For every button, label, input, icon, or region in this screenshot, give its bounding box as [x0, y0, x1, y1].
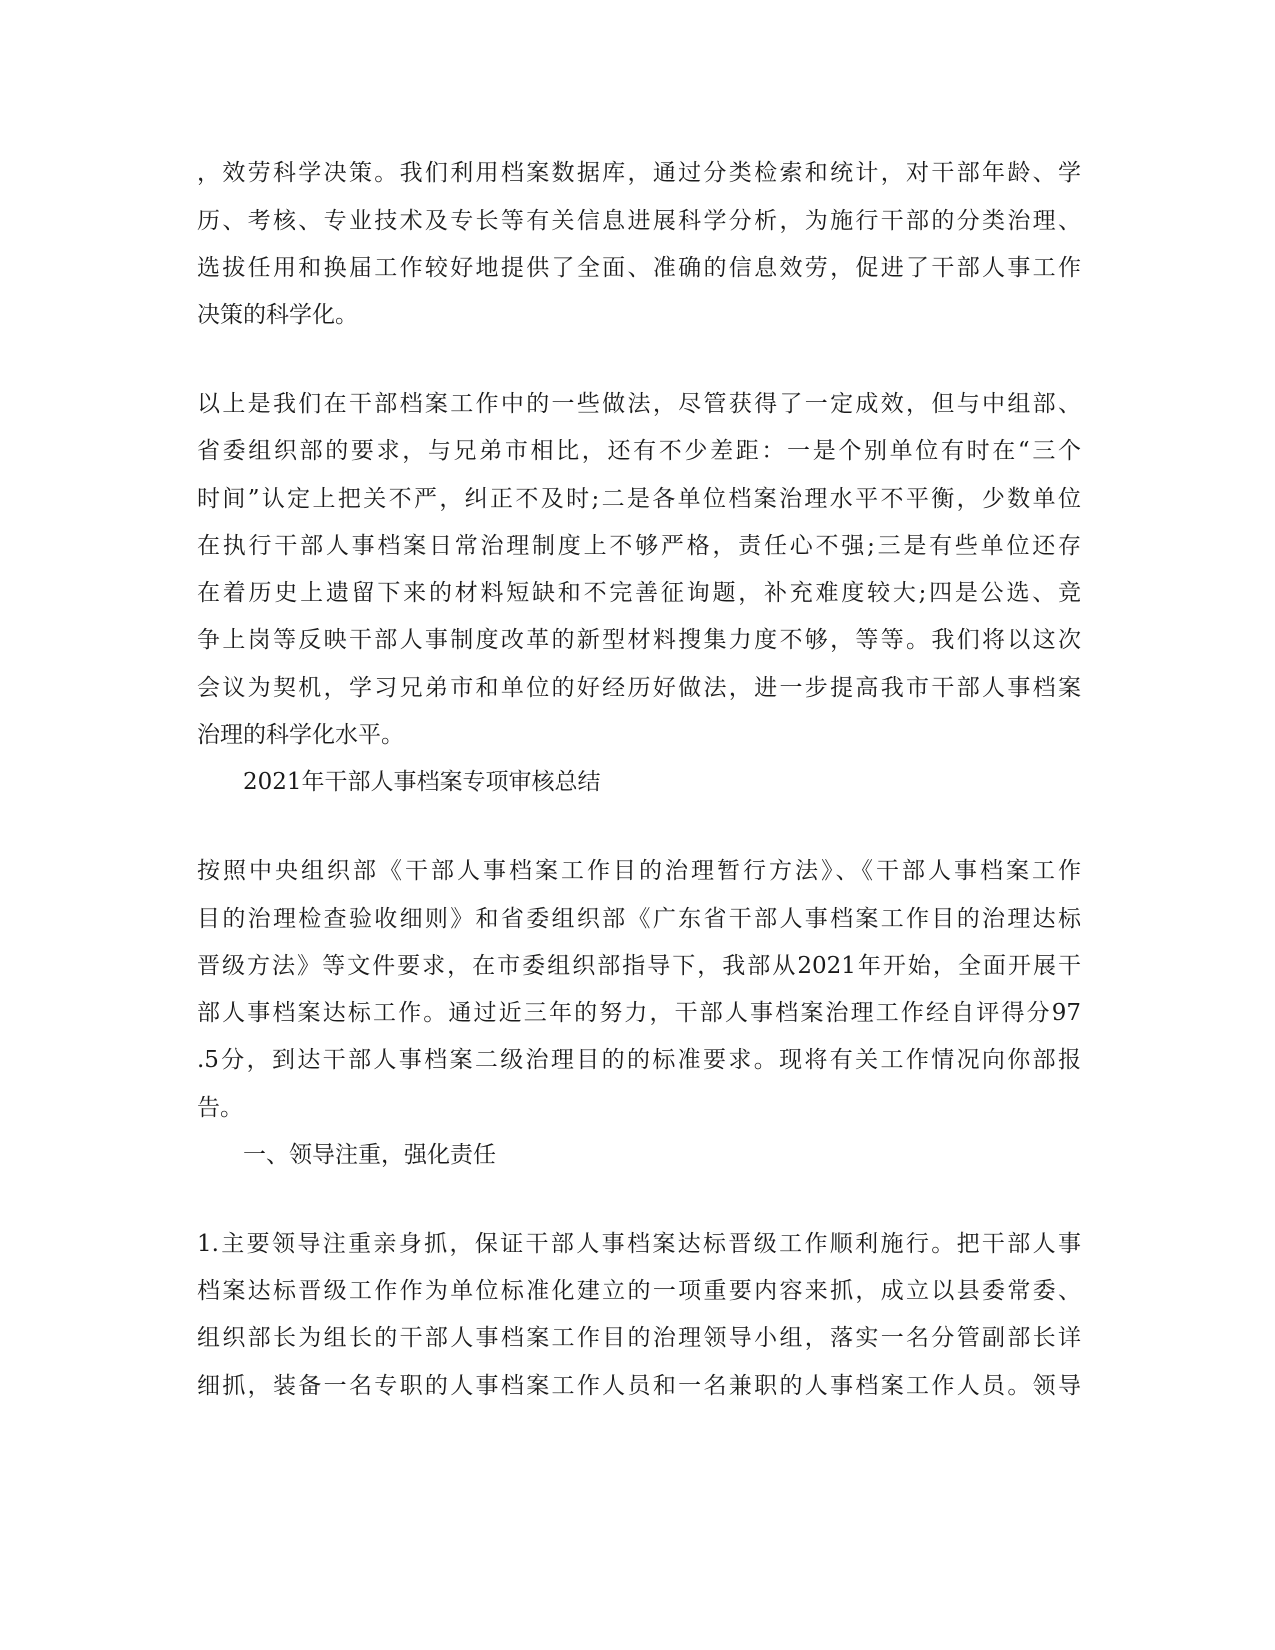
paragraph-line: 决策的科学化。 [197, 302, 358, 328]
section-heading: 2021年干部人事档案专项审核总结 [197, 769, 601, 795]
paragraph-line: 选拔任用和换届工作较好地提供了全面、准确的信息效劳，促进了干部人事工作 [197, 255, 1081, 281]
paragraph-line: 目的治理检查验收细则》和省委组织部《广东省干部人事档案工作目的治理达标 [197, 906, 1081, 932]
paragraph-line: ，效劳科学决策。我们利用档案数据库，通过分类检索和统计，对干部年龄、学 [197, 160, 1081, 186]
paragraph-line: 在着历史上遗留下来的材料短缺和不完善征询题，补充难度较大;四是公选、竞 [197, 580, 1081, 606]
paragraph-line: 告。 [197, 1095, 243, 1121]
paragraph-line: 组织部长为组长的干部人事档案工作目的治理领导小组，落实一名分管副部长详 [197, 1325, 1081, 1351]
paragraph-line: 历、考核、专业技术及专长等有关信息进展科学分析，为施行干部的分类治理、 [197, 208, 1081, 234]
paragraph-line: 1.主要领导注重亲身抓，保证干部人事档案达标晋级工作顺利施行。把干部人事 [197, 1231, 1081, 1257]
paragraph-line: 治理的科学化水平。 [197, 722, 404, 748]
paragraph-line: .5分，到达干部人事档案二级治理目的的标准要求。现将有关工作情况向你部报 [197, 1047, 1081, 1073]
paragraph-line: 按照中央组织部《干部人事档案工作目的治理暂行方法》、《干部人事档案工作 [197, 858, 1081, 884]
paragraph-line: 部人事档案达标工作。通过近三年的努力，干部人事档案治理工作经自评得分97 [197, 1000, 1081, 1026]
subsection-heading: 一、领导注重，强化责任 [197, 1142, 496, 1168]
paragraph-line: 以上是我们在干部档案工作中的一些做法，尽管获得了一定成效，但与中组部、 [197, 391, 1081, 417]
paragraph-line: 细抓，装备一名专职的人事档案工作人员和一名兼职的人事档案工作人员。领导 [197, 1373, 1081, 1399]
paragraph-line: 档案达标晋级工作作为单位标准化建立的一项重要内容来抓，成立以县委常委、 [197, 1278, 1081, 1304]
paragraph-line: 会议为契机，学习兄弟市和单位的好经历好做法，进一步提高我市干部人事档案 [197, 675, 1081, 701]
paragraph-line: 时间”认定上把关不严，纠正不及时;二是各单位档案治理水平不平衡，少数单位 [197, 486, 1081, 512]
paragraph-line: 省委组织部的要求，与兄弟市相比，还有不少差距：一是个别单位有时在“三个 [197, 438, 1081, 464]
paragraph-line: 在执行干部人事档案日常治理制度上不够严格，责任心不强;三是有些单位还存 [197, 533, 1081, 559]
paragraph-line: 争上岗等反映干部人事制度改革的新型材料搜集力度不够，等等。我们将以这次 [197, 627, 1081, 653]
paragraph-line: 晋级方法》等文件要求，在市委组织部指导下，我部从2021年开始，全面开展干 [197, 953, 1081, 979]
